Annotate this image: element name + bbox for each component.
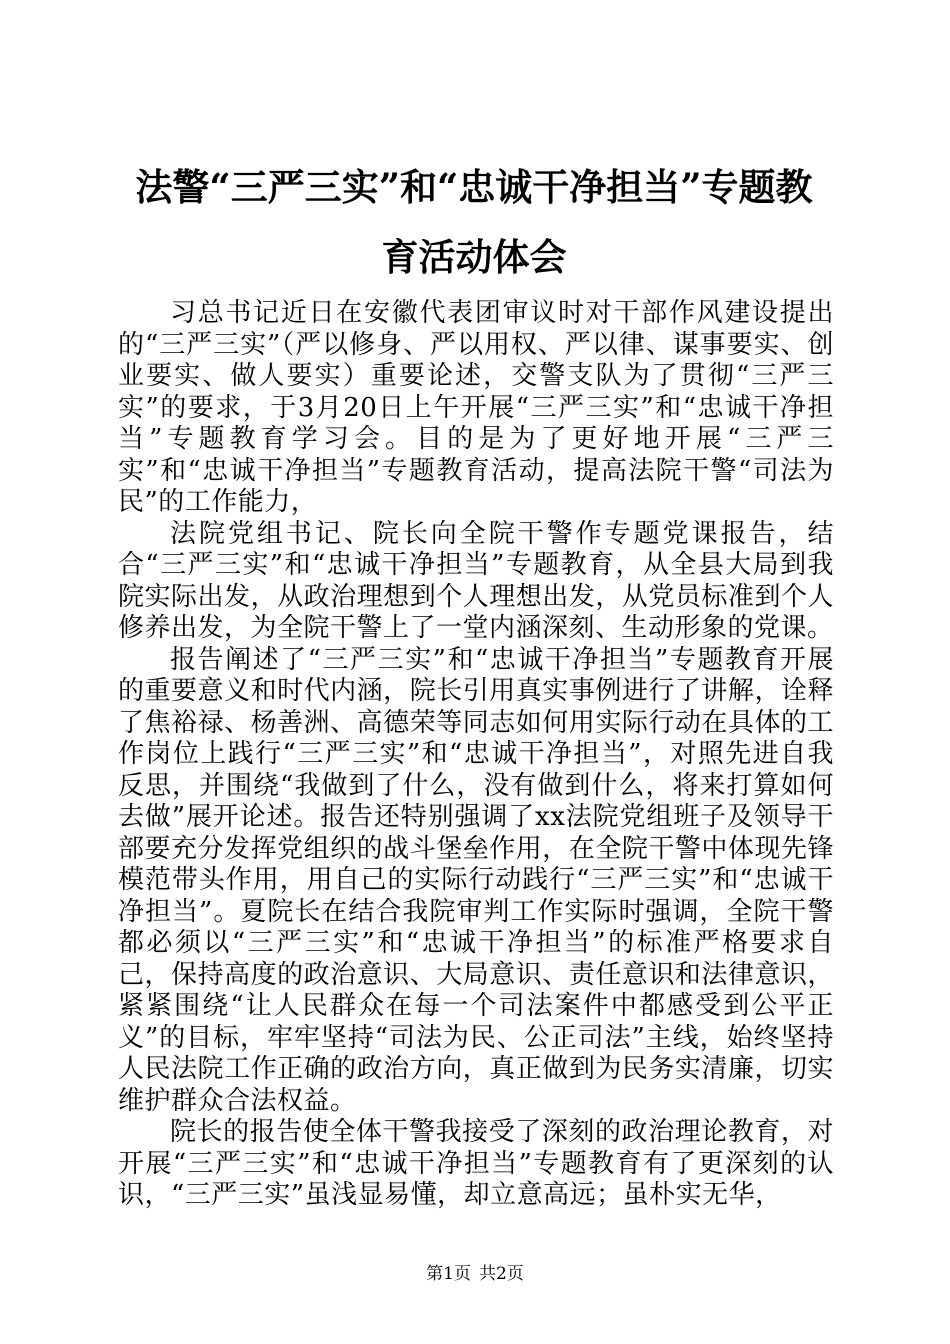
page-footer: [0, 1263, 950, 1285]
document-title: 法警“三严三实”和“忠诚干净担当”专题教育活动体会: [135, 165, 813, 279]
page-number: 第1页: [426, 1264, 471, 1284]
page-total: 共2页: [479, 1264, 524, 1284]
document-body: [118, 298, 834, 1212]
paragraph-2: 法院党组书记、院长向全院干警作专题党课报告，结合“三严三实”和“忠诚干净担当”专题教育，从全县大局到我院实际出发，从政治理想到个人理想出发，从党员标准到个人修养出发，为全院干警上了一堂内涵深刻、生动形象的党课。: [118, 518, 834, 643]
paragraph-4: 院长的报告使全体干警我接受了深刻的政治理论教育，对开展“三严三实”和“忠诚干净担当”专题教育有了更深刻的认识，“三严三实”虽浅显易懂，却立意高远；虽朴实无华，: [118, 1117, 834, 1210]
paragraph-1: 习总书记近日在安徽代表团审议时对干部作风建设提出的“三严三实”（严以修身、严以用权、严以律、谋事要实、创业要实、做人要实）重要论述，交警支队为了贯彻“三严三实”的要求，于3月20日上午开展“三严三实”和“忠诚干净担当”专题教育学习会。目的是为了更好地开展“三严三实”和“忠诚干净担当”专题教育活动，提高法院干警“司法为民”的工作能力，: [118, 298, 834, 517]
paragraph-3: 报告阐述了“三严三实”和“忠诚干净担当”专题教育开展的重要意义和时代内涵，院长引用真实事例进行了讲解，诠释了焦裕禄、杨善洲、高德荣等同志如何用实际行动在具体的工作岗位上践行“三严三实”和“忠诚干净担当”，对照先进自我反思，并围绕“我做到了什么，没有做到什么，将来打算如何去做”展开论述。报告还特别强调了xx法院党组班子及领导干部要充分发挥党组织的战斗堡垒作用，在全院干警中体现先锋模范带头作用，用自己的实际行动践行“三严三实”和“忠诚干净担当”。夏院长在结合我院审判工作实际时强调，全院干警都必须以“三严三实”和“忠诚干净担当”的标准严格要求自己，保持高度的政治意识、大局意识、责任意识和法律意识，紧紧围绕“让人民群众在每一个司法案件中都感受到公平正义”的目标，牢牢坚持“司法为民、公正司法”主线，始终坚持人民法院工作正确的政治方向，真正做到为民务实清廉，切实维护群众合法权益。: [118, 644, 834, 1116]
